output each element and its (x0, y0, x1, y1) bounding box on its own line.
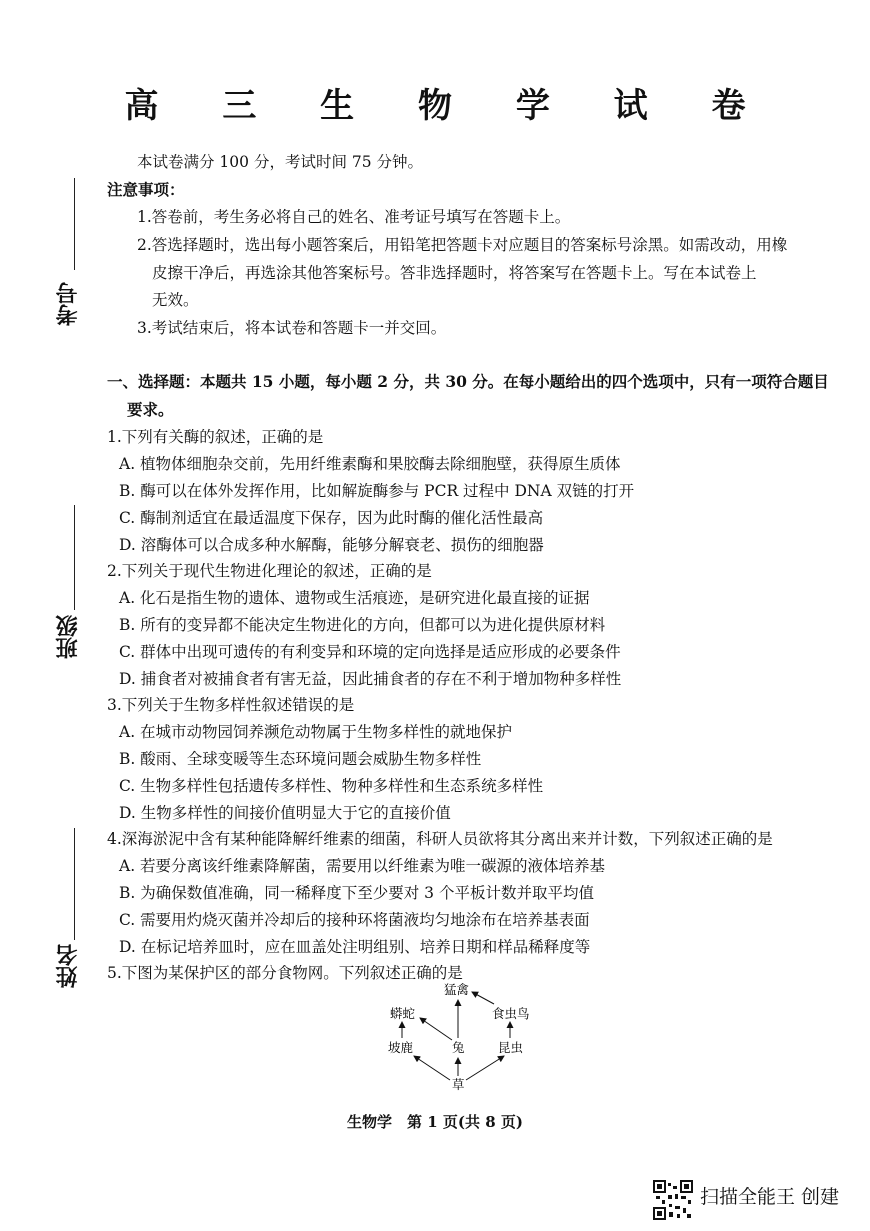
node-deer: 坡鹿 (388, 1040, 414, 1055)
question-option: A. 化石是指生物的遗体、遗物或生活痕迹，是研究进化最直接的证据 (119, 589, 590, 607)
question-option: B. 为确保数值准确，同一稀释度下至少要对 3 个平板计数并取平均值 (119, 884, 594, 902)
arrow-grass-to-insect (466, 1056, 504, 1080)
question-option: D. 捕食者对被捕食者有害无益，因此捕食者的存在不利于增加物种多样性 (119, 670, 622, 688)
question-option: A. 植物体细胞杂交前，先用纤维素酶和果胶酶去除细胞壁，获得原生质体 (119, 455, 621, 473)
notice-item: 皮擦干净后，再选涂其他答案标号。答非选择题时，将答案写在答题卡上。写在本试卷上 (152, 264, 757, 282)
arrow-grass-to-deer (414, 1056, 450, 1080)
question-option: A. 若要分离该纤维素降解菌，需要用以纤维素为唯一碳源的液体培养基 (119, 857, 606, 875)
notice-heading: 注意事项： (107, 180, 185, 199)
question-option: D. 在标记培养皿时，应在皿盖处注明组别、培养日期和样品稀释度等 (119, 938, 591, 956)
class-label: 班级 (55, 615, 81, 659)
question-option: B. 酶可以在体外发挥作用，比如解旋酶参与 PCR 过程中 DNA 双链的打开 (119, 482, 635, 500)
node-rabbit: 兔 (452, 1040, 465, 1055)
question-option: C. 需要用灼烧灭菌并冷却后的接种环将菌液均匀地涂布在培养基表面 (119, 911, 590, 929)
exam-number-label: 考号 (55, 282, 81, 326)
section-heading: 一、选择题：本题共 15 小题，每小题 2 分，共 30 分。在每小题给出的四个选项中，只有一项符合题目 (107, 372, 829, 391)
notice-item: 1.答卷前，考生务必将自己的姓名、准考证号填写在答题卡上。 (137, 208, 571, 226)
node-insect: 昆虫 (498, 1040, 524, 1055)
section-heading-cont: 要求。 (127, 400, 174, 419)
question-option: D. 溶酶体可以合成多种水解酶，能够分解衰老、损伤的细胞器 (119, 536, 544, 554)
notice-item: 2.答选择题时，选出每小题答案后，用铅笔把答题卡对应题目的答案标号涂黑。如需改动，用橡 (137, 236, 788, 254)
page-footer: 生物学 第 1 页(共 8 页) (347, 1113, 523, 1131)
qr-code-icon (653, 1180, 693, 1220)
arrow-bird-to-raptor (472, 992, 494, 1004)
question-option: B. 酸雨、全球变暖等生态环境问题会威胁生物多样性 (119, 750, 482, 768)
arrow-rabbit-to-python (420, 1018, 452, 1040)
exam-intro: 本试卷满分 100 分，考试时间 75 分钟。 (137, 153, 424, 171)
name-label: 姓名 (55, 944, 81, 988)
node-grass: 草 (452, 1077, 465, 1092)
exam-number-line (74, 178, 75, 270)
question-option: B. 所有的变异都不能决定生物进化的方向，但都可以为进化提供原材料 (119, 616, 606, 634)
question-stem: 4.深海淤泥中含有某种能降解纤维素的细菌，科研人员欲将其分离出来并计数，下列叙述正确的是 (107, 830, 773, 848)
class-line (74, 505, 75, 610)
question-option: C. 生物多样性包括遗传多样性、物种多样性和生态系统多样性 (119, 777, 544, 795)
name-line (74, 828, 75, 940)
question-option: A. 在城市动物园饲养濒危动物属于生物多样性的就地保护 (119, 723, 513, 741)
page-title: 高 三 生 物 学 试 卷 (124, 86, 772, 126)
notice-item: 3.考试结束后，将本试卷和答题卡一并交回。 (137, 319, 447, 337)
food-web-diagram (380, 982, 550, 1092)
question-stem: 1.下列有关酶的叙述，正确的是 (107, 428, 324, 446)
question-option: D. 生物多样性的间接价值明显大于它的直接价值 (119, 804, 451, 822)
node-python: 蟒蛇 (390, 1006, 416, 1021)
question-option: C. 酶制剂适宜在最适温度下保存，因为此时酶的催化活性最高 (119, 509, 544, 527)
notice-item: 无效。 (152, 291, 199, 309)
node-raptor: 猛禽 (444, 982, 470, 997)
node-insectivorous-bird: 食虫鸟 (492, 1006, 530, 1021)
question-option: C. 群体中出现可遗传的有利变异和环境的定向选择是适应形成的必要条件 (119, 643, 621, 661)
question-stem: 3.下列关于生物多样性叙述错误的是 (107, 696, 355, 714)
question-stem: 2.下列关于现代生物进化理论的叙述，正确的是 (107, 562, 432, 580)
scanner-watermark: 扫描全能王 创建 (700, 1186, 840, 1208)
question-stem: 5.下图为某保护区的部分食物网。下列叙述正确的是 (107, 964, 463, 982)
